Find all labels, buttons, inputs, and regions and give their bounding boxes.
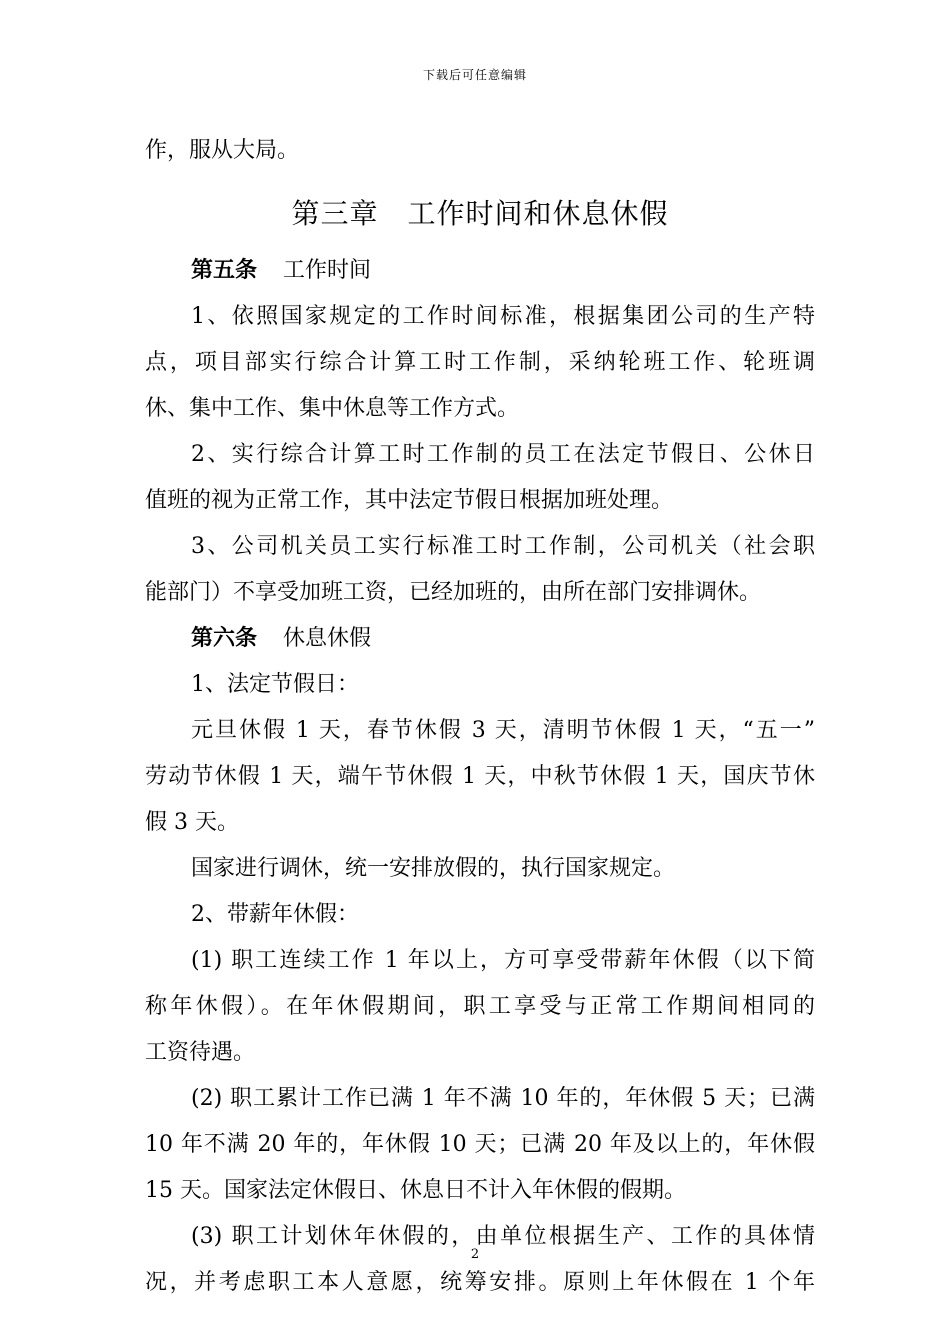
article-5-heading [145, 248, 815, 294]
document-body [145, 128, 815, 1306]
text-line: (1) 职工连续工作 1 年以上，方可享受带薪年休假（以下简 [191, 948, 815, 973]
article-5-paragraph-2 [145, 432, 815, 524]
text-line: 3、公司机关员工实行标准工时工作制，公司机关（社会职 [191, 534, 815, 559]
text-line: 点，项目部实行综合计算工时工作制，采纳轮班工作、轮班调 [145, 350, 815, 375]
article-5-paragraph-1 [145, 294, 815, 432]
page-header: 下载后可任意编辑 [422, 68, 527, 82]
text-line: 值班的视为正常工作，其中法定节假日根据加班处理。 [145, 488, 674, 513]
text-line: 假 3 天。 [145, 810, 239, 835]
text-line: 休、集中工作、集中休息等工作方式。 [145, 396, 520, 421]
text-line: 况，并考虑职工本人意愿，统筹安排。原则上年休假在 1 个年 [145, 1270, 815, 1295]
article-6-title: 休息休假 [283, 626, 372, 651]
text-line: 15 天。国家法定休假日、休息日不计入年休假的假期。 [145, 1178, 686, 1203]
article-5-number: 第五条 [191, 258, 258, 283]
text-line: 1、依照国家规定的工作时间标准，根据集团公司的生产特 [191, 304, 815, 329]
text-line: 劳动节休假 1 天，端午节休假 1 天，中秋节休假 1 天，国庆节休 [145, 764, 815, 789]
section-heading-annual-leave: 2、带薪年休假： [191, 902, 359, 927]
text-line: 10 年不满 20 年的，年休假 10 天；已满 20 年及以上的，年休假 [145, 1132, 815, 1157]
section-heading-holidays: 1、法定节假日： [191, 672, 359, 697]
chapter-title: 第三章 工作时间和休息休假 [291, 197, 669, 230]
holidays-note: 国家进行调休，统一安排放假的，执行国家规定。 [191, 856, 676, 881]
annual-leave-item-1 [145, 938, 815, 1076]
article-6-heading [145, 616, 815, 662]
text-line: 称年休假）。在年休假期间，职工享受与正常工作期间相同的 [145, 994, 815, 1019]
annual-leave-item-2 [145, 1076, 815, 1214]
text-line: 2、实行综合计算工时工作制的员工在法定节假日、公休日 [191, 442, 815, 467]
article-5-paragraph-3 [145, 524, 815, 616]
text-line: 元旦休假 1 天，春节休假 3 天，清明节休假 1 天，“五一” [191, 718, 815, 743]
holidays-paragraph [145, 708, 815, 846]
text-line: 工资待遇。 [145, 1040, 256, 1065]
text-line: (2) 职工累计工作已满 1 年不满 10 年的，年休假 5 天；已满 [191, 1086, 815, 1111]
text-line: 能部门）不享受加班工资，已经加班的，由所在部门安排调休。 [145, 580, 762, 605]
article-5-title: 工作时间 [283, 258, 372, 283]
intro-line: 作，服从大局。 [145, 138, 300, 163]
text-line: (3) 职工计划休年休假的，由单位根据生产、工作的具体情 [191, 1224, 815, 1249]
article-6-number: 第六条 [191, 626, 258, 651]
page-number: 2 [470, 1247, 480, 1262]
